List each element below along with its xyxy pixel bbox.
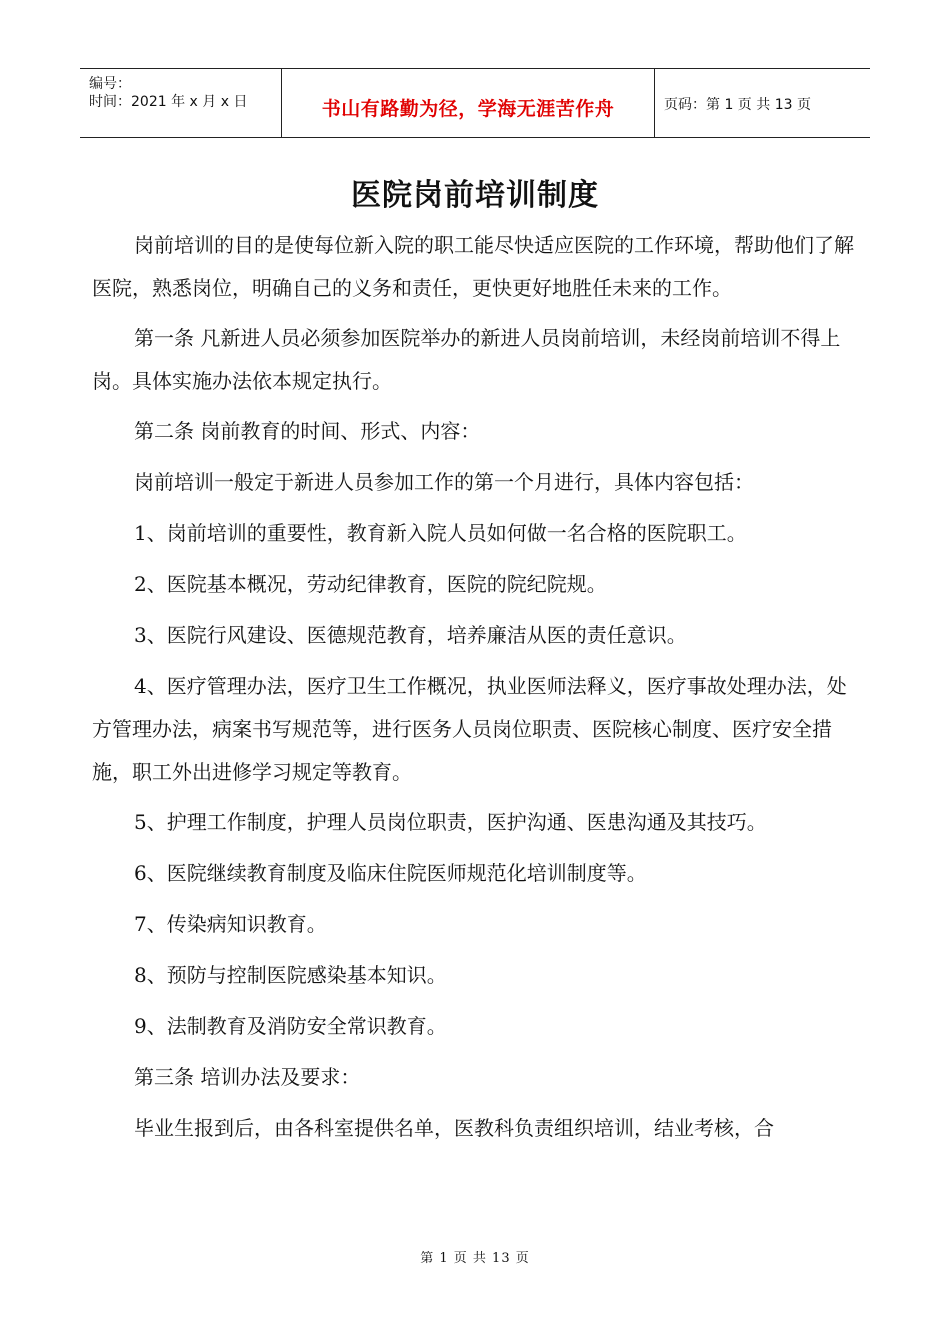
list-item: 7、传染病知识教育。	[134, 912, 327, 936]
document-title: 医院岗前培训制度	[351, 178, 599, 213]
header-meta-cell	[80, 69, 281, 137]
header-motto-cell	[281, 69, 655, 137]
list-item: 6、医院继续教育制度及临床住院医师规范化培训制度等。	[134, 861, 647, 885]
paragraph-training-timing: 岗前培训一般定于新进人员参加工作的第一个月进行，具体内容包括：	[134, 470, 754, 494]
header-page-cell	[654, 69, 870, 137]
page-footer: 第 1 页 共 13 页	[420, 1251, 530, 1266]
list-item: 5、护理工作制度，护理人员岗位职责，医护沟通、医患沟通及其技巧。	[134, 810, 767, 834]
page-info: 页码：第 1 页 共 13 页	[664, 97, 811, 113]
paragraph-article-2: 第二条 岗前教育的时间、形式、内容：	[134, 419, 481, 443]
document-body	[92, 224, 860, 1150]
document-header	[80, 68, 870, 138]
paragraph-intro: 岗前培训的目的是使每位新入院的职工能尽快适应医院的工作环境，帮助他们了解医院，熟悉岗位，明确自己的义务和责任，更快更好地胜任未来的工作。	[92, 233, 854, 300]
list-item: 9、法制教育及消防安全常识教育。	[134, 1014, 447, 1038]
list-item: 3、医院行风建设、医德规范教育，培养廉洁从医的责任意识。	[134, 623, 687, 647]
paragraph-training-method: 毕业生报到后，由各科室提供名单，医教科负责组织培训，结业考核，合	[134, 1116, 774, 1140]
date-label: 时间：2021 年 x 月 x 日	[89, 94, 248, 110]
list-item: 1、岗前培训的重要性，教育新入院人员如何做一名合格的医院职工。	[134, 521, 747, 545]
list-item: 2、医院基本概况，劳动纪律教育，医院的院纪院规。	[134, 572, 607, 596]
paragraph-article-3: 第三条 培训办法及要求：	[134, 1065, 361, 1089]
paragraph-article-1: 第一条 凡新进人员必须参加医院举办的新进人员岗前培训，未经岗前培训不得上岗。具体实施办法依本规定执行。	[92, 326, 841, 393]
list-item: 8、预防与控制医院感染基本知识。	[134, 963, 447, 987]
number-label: 编号：	[89, 76, 131, 92]
list-item: 4、医疗管理办法，医疗卫生工作概况，执业医师法释义，医疗事故处理办法，处方管理办法，病案书写规范等，进行医务人员岗位职责、医院核心制度、医疗安全措施，职工外出进修学习规定等教育。	[92, 674, 847, 784]
motto-text: 书山有路勤为径，学海无涯苦作舟	[321, 98, 615, 120]
